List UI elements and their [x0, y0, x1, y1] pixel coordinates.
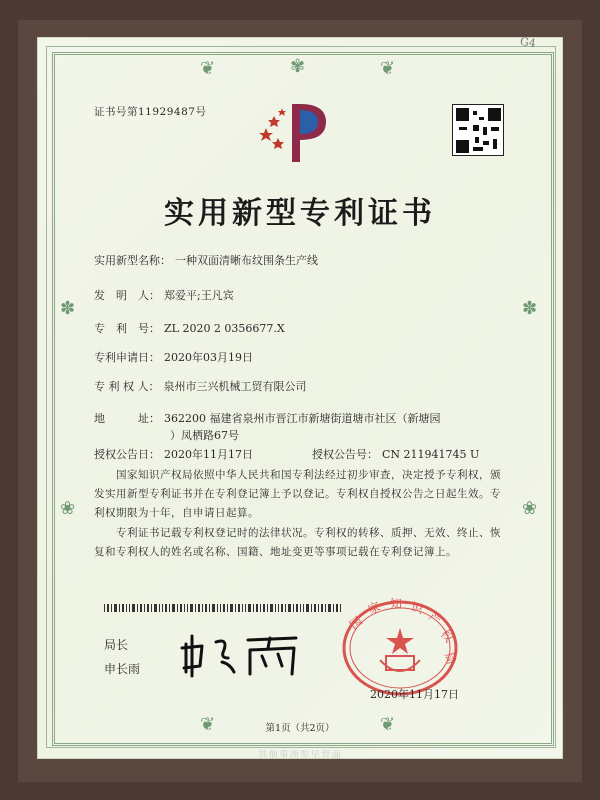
certificate-title: 实用新型专利证书 [164, 196, 436, 231]
field-value: CN 211941745 U [382, 448, 480, 461]
field-label: 专利申请日： [94, 351, 160, 364]
ornament-icon: ✾ [290, 56, 306, 77]
field-row-grant-date [94, 446, 253, 462]
patent-office-logo-icon [256, 96, 336, 166]
ornament-icon: ✽ [60, 298, 76, 319]
ornament-icon: ❀ [522, 498, 538, 519]
barcode-icon [104, 604, 344, 612]
ornament-icon: ❦ [200, 58, 216, 79]
field-value: 一种双面清晰布纹围条生产线 [175, 254, 318, 267]
field-label: 地 址： [94, 412, 160, 425]
svg-text:家: 家 [365, 599, 383, 617]
field-row-address-cont [170, 427, 239, 443]
field-value: ZL 2020 2 0356677.X [164, 322, 285, 335]
field-row-holder [94, 378, 307, 394]
ornament-icon: ❀ [60, 498, 76, 519]
official-seal-icon [340, 598, 460, 698]
certificate-number: 证书号第11929487号 [94, 106, 207, 118]
svg-text:知: 知 [390, 598, 403, 611]
field-label: 专 利 号： [94, 322, 160, 335]
field-label: 实用新型名称： [94, 254, 171, 267]
field-row-address [94, 410, 441, 426]
footer-note: 其他事项参见背面 [257, 750, 342, 761]
field-row-inventor [94, 287, 234, 303]
director-title: 局长 [104, 638, 129, 652]
field-row-patent-no [94, 320, 285, 336]
svg-text:识: 识 [409, 599, 425, 617]
svg-text:权: 权 [437, 626, 457, 646]
field-value: ）凤栖路67号 [170, 429, 239, 442]
corner-mark: G4 [519, 34, 537, 51]
ornament-icon: ❦ [200, 714, 216, 735]
field-value: 2020年03月19日 [164, 351, 253, 364]
paragraph-legal-status: 专利证书记载专利权登记时的法律状况。专利权的转移、质押、无效、终止、恢复和专利权人的姓名或名称、国籍、地址变更等事项记载在专利登记簿上。 [94, 527, 501, 558]
field-label: 授权公告号： [312, 448, 378, 461]
ornament-icon: ❦ [380, 58, 396, 79]
paragraph-decision: 国家知识产权局依照中华人民共和国专利法经过初步审查，决定授予专利权，颁发实用新型专利证书并在专利登记簿上予以登记。专利权自授权公告之日起生效。专利权期限为十年，自申请日起算。 [94, 469, 501, 519]
field-label: 专 利 权 人： [94, 380, 160, 393]
field-value: 郑爱平;王凡宾 [164, 289, 234, 302]
field-row-grant-no [312, 446, 479, 462]
seal-date: 2020年11月17日 [370, 688, 459, 701]
ornament-icon: ✽ [522, 298, 538, 319]
page-number: 第1页（共2页） [265, 723, 335, 734]
field-row-name [94, 252, 318, 268]
field-value: 泉州市三兴机械工贸有限公司 [163, 380, 307, 393]
field-label: 授权公告日： [94, 448, 160, 461]
director-name: 申长雨 [104, 662, 141, 676]
ornament-icon: ❦ [380, 714, 396, 735]
svg-text:产: 产 [426, 608, 445, 628]
qr-code-icon [452, 104, 504, 156]
svg-text:国: 国 [346, 613, 366, 633]
field-label: 发 明 人： [94, 289, 160, 302]
svg-text:局: 局 [441, 650, 459, 667]
field-value: 2020年11月17日 [164, 448, 253, 461]
signature-icon [178, 628, 308, 680]
field-row-filing-date [94, 349, 253, 365]
field-value: 362200 福建省泉州市晋江市新塘街道塘市社区（新塘园 [164, 412, 441, 425]
